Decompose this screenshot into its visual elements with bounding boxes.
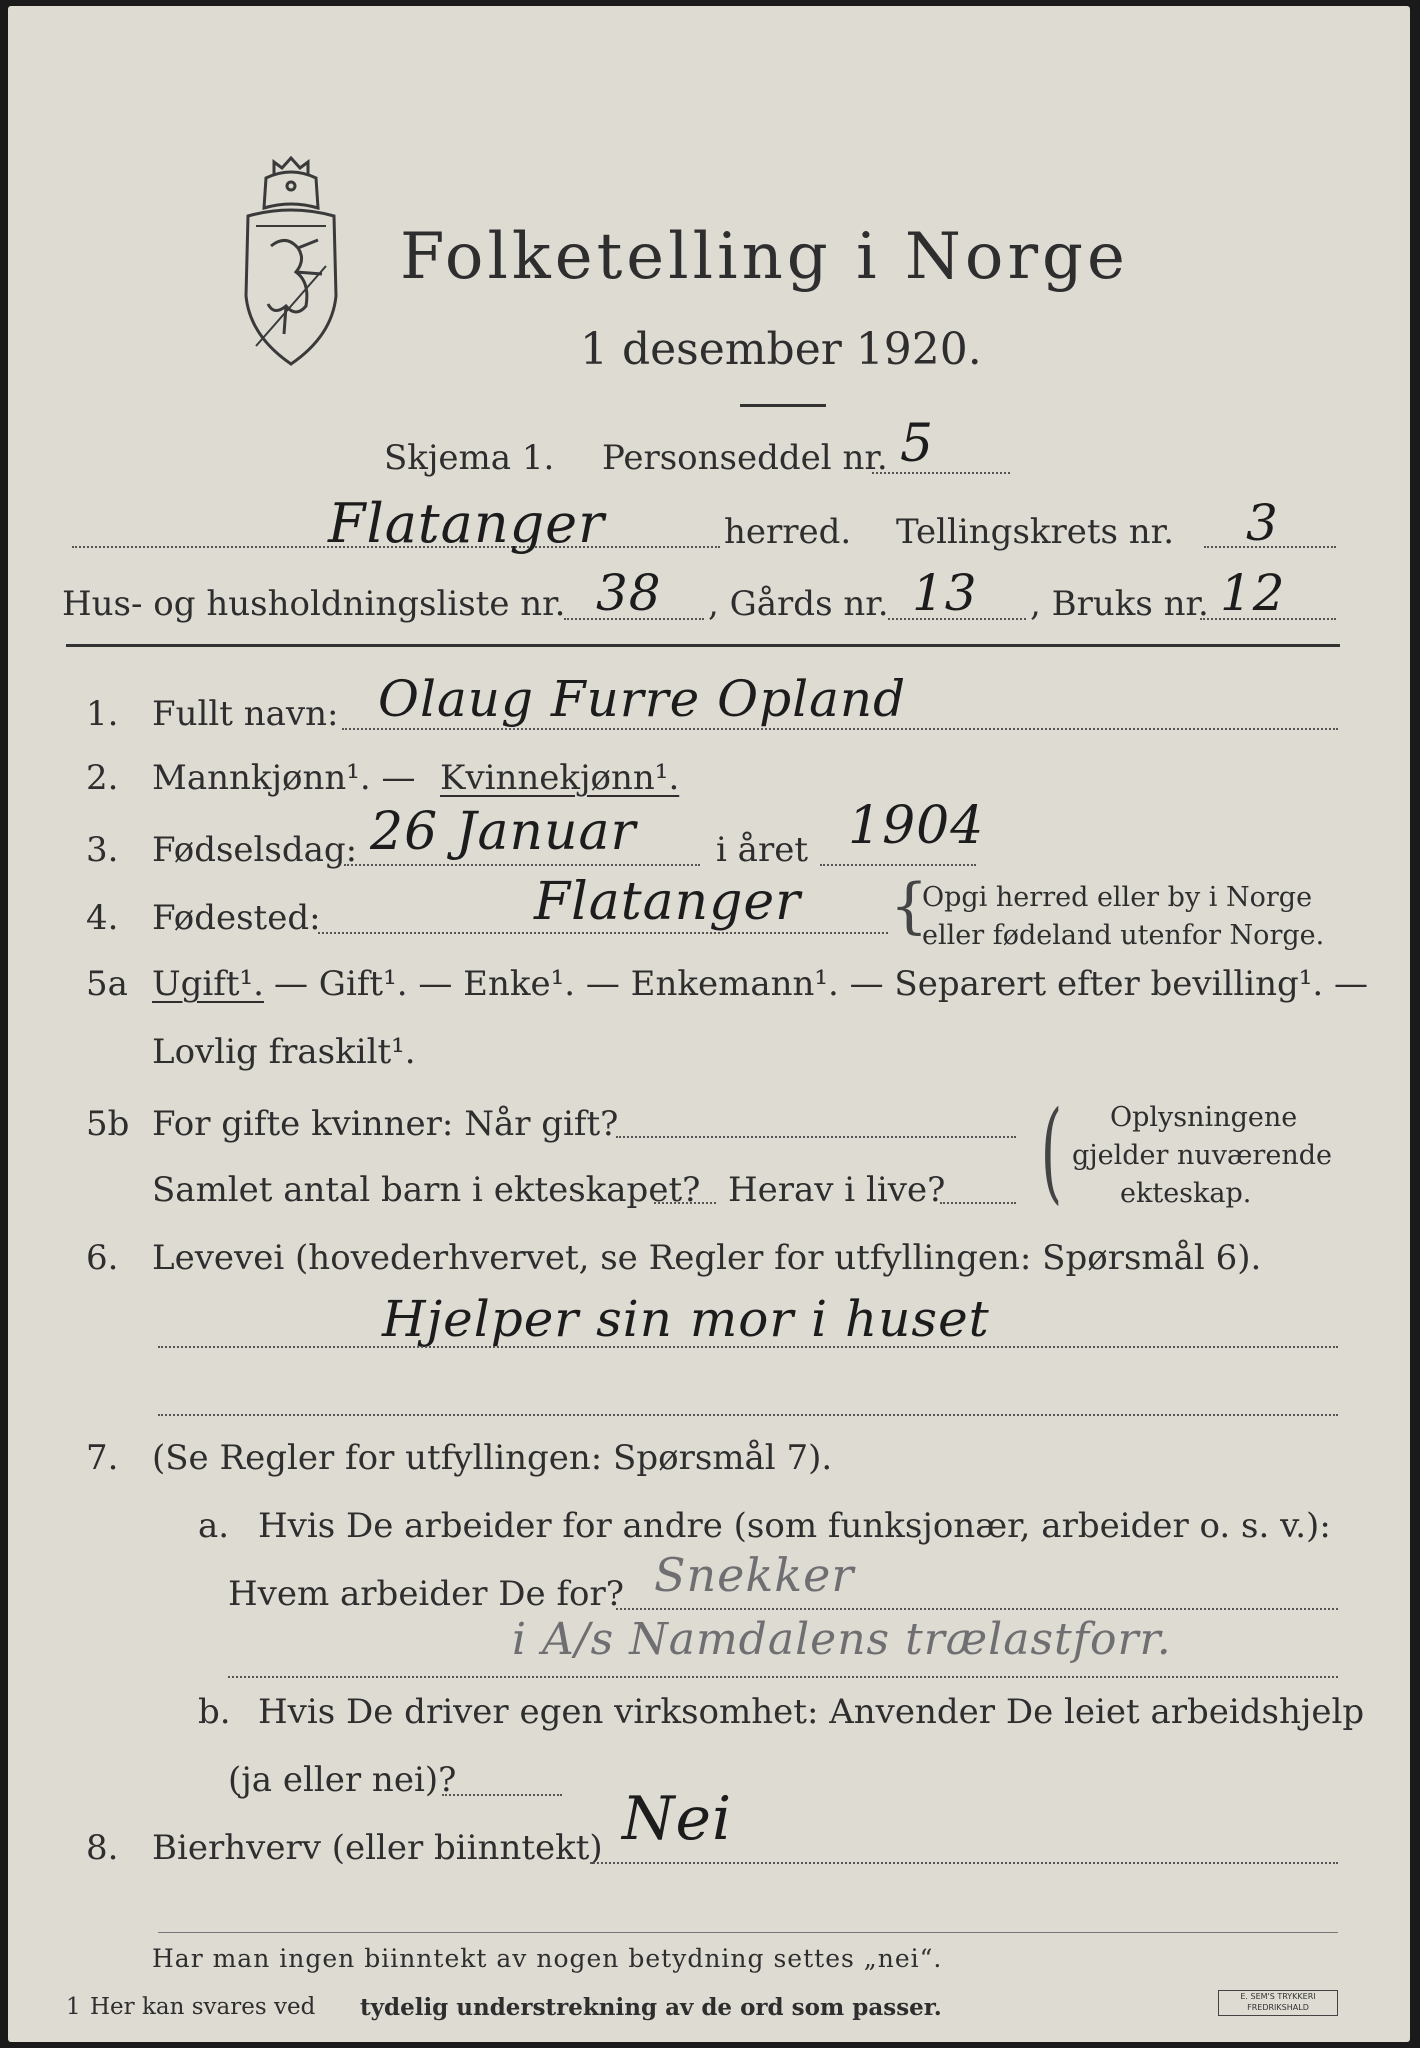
herred-label: herred. [724, 512, 852, 552]
q8-label: Bierhverv (eller biinntekt) [152, 1828, 603, 1868]
birthplace-field[interactable] [318, 932, 888, 934]
q6-label: Levevei (hovederhvervet, se Regler for utfyllingen: Spørsmål 6). [152, 1238, 1262, 1278]
hired-help-field[interactable] [442, 1794, 562, 1796]
q1-number: 1. [86, 694, 119, 734]
q7b-label-line2: (ja eller nei)? [228, 1760, 457, 1800]
q6-number: 6. [86, 1238, 119, 1278]
herred-value: Flatanger [328, 492, 605, 555]
q5b-note-line2: gjelder nuværende [1072, 1140, 1332, 1171]
q7-label: (Se Regler for utfyllingen: Spørsmål 7). [152, 1438, 833, 1478]
q7a-label-line2: Hvem arbeider De for? [228, 1574, 624, 1614]
q5b-alive-label: Herav i live? [728, 1170, 946, 1210]
q1-label: Fullt navn: [152, 694, 339, 734]
birth-year-value: 1904 [848, 796, 985, 856]
bruks-label: , Bruks nr. [1030, 584, 1209, 624]
q5b-note-line3: ekteskap. [1120, 1178, 1252, 1209]
q7a-letter: a. [198, 1506, 230, 1546]
q5a-other-options[interactable]: — Gift¹. — Enke¹. — Enkemann¹. — Separert efter bevilling¹. — [274, 964, 1369, 1004]
q3-year-label: i året [716, 830, 808, 870]
q5a-fraskilt-option[interactable]: Lovlig fraskilt¹. [152, 1032, 416, 1072]
skjema-label: Skjema 1. [384, 438, 555, 478]
husliste-value: 38 [596, 564, 662, 622]
married-date-field[interactable] [616, 1136, 1016, 1138]
q5a-ugift-option[interactable]: Ugift¹. [152, 964, 264, 1004]
q2-female-option[interactable]: Kvinnekjønn¹. [440, 758, 680, 798]
full-name-value: Olaug Furre Opland [378, 670, 907, 728]
census-form-sheet [8, 6, 1410, 2042]
employer-field-line2[interactable] [228, 1676, 1338, 1678]
norway-coat-of-arms-icon [226, 156, 356, 371]
footer-divider [158, 1932, 1338, 1933]
footer-note: Har man ingen biinntekt av nogen betydning settes „nei“. [152, 1944, 943, 1973]
gards-value: 13 [912, 564, 978, 622]
gards-label: , Gårds nr. [708, 584, 889, 624]
printer-stamp [1218, 1990, 1338, 2016]
q4-number: 4. [86, 898, 119, 938]
form-title: Folketelling i Norge [400, 220, 1129, 294]
full-name-field[interactable] [342, 728, 1338, 730]
footnote-text-b: tydelig understrekning av de ord som passer. [360, 1994, 942, 2021]
employer-value-line1: Snekker [654, 1548, 855, 1602]
footnote-number: 1 [66, 1994, 81, 2020]
husliste-label: Hus- og husholdningsliste nr. [62, 584, 566, 624]
q2-male-option[interactable]: Mannkjønn¹. — [152, 758, 416, 798]
q3-label: Fødselsdag: [152, 830, 358, 870]
birthday-field[interactable] [344, 864, 700, 866]
employer-value-line2: i A/s Namdalens trælastforr. [512, 1614, 1172, 1665]
birthday-value: 26 Januar [370, 802, 637, 862]
q5a-number: 5a [86, 964, 128, 1004]
employer-field-line1[interactable] [616, 1608, 1338, 1610]
children-count-field[interactable] [654, 1202, 716, 1204]
title-divider [740, 404, 826, 407]
printer-stamp-line2: FREDRIKSHALD [1247, 2003, 1309, 2012]
side-income-value: Nei [622, 1784, 733, 1854]
side-income-field[interactable] [590, 1862, 1338, 1864]
footnote-text-a: Her kan svares ved [90, 1994, 316, 2020]
q5b-note-line1: Oplysningene [1110, 1102, 1298, 1133]
birth-year-field[interactable] [820, 864, 976, 866]
tellingskrets-label: Tellingskrets nr. [896, 512, 1175, 552]
q4-note-line1: Opgi herred eller by i Norge [922, 882, 1313, 913]
bruks-value: 12 [1220, 564, 1286, 622]
occupation-value: Hjelper sin mor i huset [382, 1290, 990, 1348]
children-alive-field[interactable] [940, 1202, 1016, 1204]
q8-number: 8. [86, 1828, 119, 1868]
q4-label: Fødested: [152, 898, 321, 938]
personseddel-field[interactable] [872, 472, 1010, 474]
occupation-field-line1[interactable] [158, 1346, 1338, 1348]
q2-number: 2. [86, 758, 119, 798]
q5b-when-married-label: For gifte kvinner: Når gift? [152, 1104, 619, 1144]
q5b-number: 5b [86, 1104, 130, 1144]
q7a-label-line1: Hvis De arbeider for andre (som funksjonær, arbeider o. s. v.): [258, 1506, 1331, 1546]
q7-number: 7. [86, 1438, 119, 1478]
personseddel-label: Personseddel nr. [602, 438, 888, 478]
tellingskrets-value: 3 [1246, 494, 1279, 552]
printer-stamp-line1: E. SEM'S TRYKKERI [1240, 1992, 1316, 2001]
q5b-brace: ( [1040, 1087, 1063, 1215]
q5b-children-label: Samlet antal barn i ekteskapet? [152, 1170, 701, 1210]
q4-note-line2: eller fødeland utenfor Norge. [922, 920, 1325, 951]
q3-number: 3. [86, 830, 119, 870]
header-divider [66, 644, 1340, 647]
q7b-label-line1: Hvis De driver egen virksomhet: Anvender De leiet arbeidshjelp [258, 1692, 1365, 1732]
census-date: 1 desember 1920. [580, 324, 982, 375]
personseddel-value: 5 [900, 414, 935, 474]
q4-brace: { [890, 871, 929, 941]
birthplace-value: Flatanger [534, 872, 802, 932]
q7b-letter: b. [198, 1692, 231, 1732]
occupation-field-line2[interactable] [158, 1414, 1338, 1416]
